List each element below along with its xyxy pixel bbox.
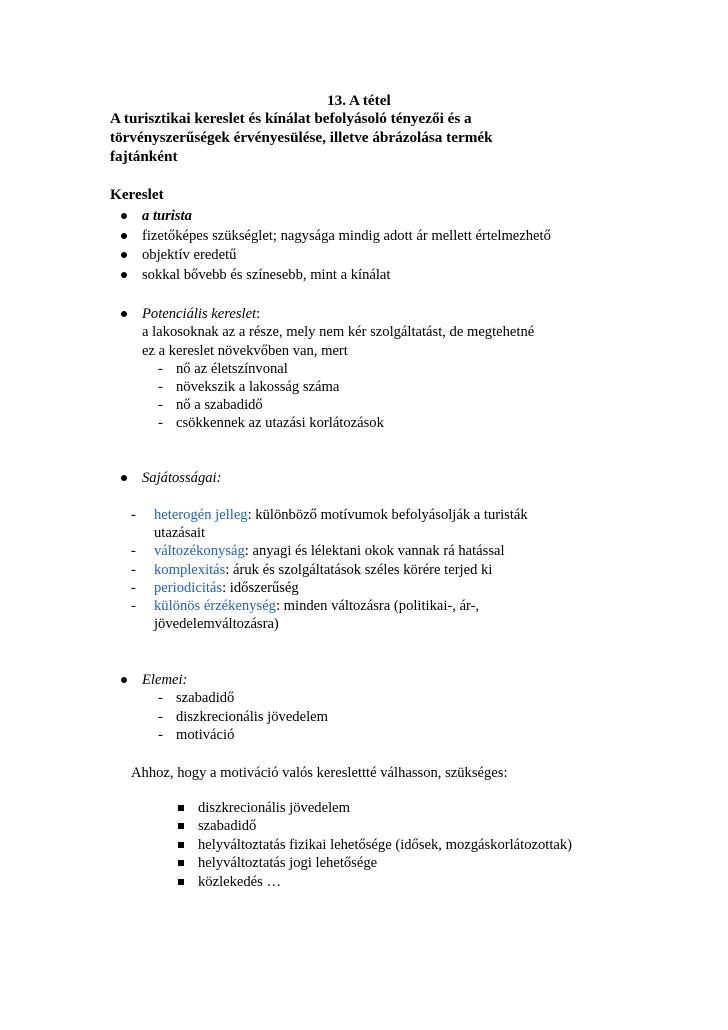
bullet-icon <box>121 272 127 278</box>
dash-icon: - <box>158 379 163 395</box>
ahhoz-paragraph: Ahhoz, hogy a motiváció valós kereslettté válhasson, szükséges: <box>131 765 508 781</box>
potencialis-line-2: ez a kereslet növekvőben van, mert <box>142 343 348 359</box>
kereslet-item-2: fizetőképes szükséglet; nagysága mindig adott ár mellett értelmezhető <box>142 228 551 244</box>
square-bullet-icon <box>178 805 184 811</box>
page-title-number: 13. A tétel <box>327 92 391 109</box>
reason-item-1: nő az életszínvonal <box>176 361 288 377</box>
sajatossag-term: változékonyság <box>154 543 245 559</box>
sajatossag-text: : különböző motívumok befolyásolják a turisták <box>247 507 528 523</box>
sajatossag-term: komplexitás <box>154 562 226 578</box>
reason-item-4: csökkennek az utazási korlátozások <box>176 415 384 431</box>
dash-icon: - <box>131 580 136 596</box>
sajatossag-item-4 <box>154 579 299 597</box>
dash-icon: - <box>158 727 163 743</box>
sajatossagai-label: Sajátosságai: <box>142 470 222 486</box>
dash-icon: - <box>158 690 163 706</box>
kereslet-item-1: a turista <box>142 208 192 224</box>
ahhoz-item-1: diszkrecionális jövedelem <box>198 800 350 816</box>
sajatossag-term: periodicitás <box>154 580 223 596</box>
potencialis-heading <box>142 305 260 323</box>
page-title-line-3: fajtánként <box>110 148 178 165</box>
elemei-label: Elemei: <box>142 672 188 688</box>
kereslet-item-3: objektív eredetű <box>142 247 237 263</box>
dash-icon: - <box>158 709 163 725</box>
sajatossag-item-1-cont: utazásait <box>154 525 206 541</box>
sajatossag-text: : anyagi és lélektani okok vannak rá hatással <box>244 543 505 559</box>
elemei-item-2: diszkrecionális jövedelem <box>176 709 328 725</box>
ahhoz-item-5: közlekedés … <box>198 874 282 890</box>
sajatossag-text: : időszerűség <box>222 580 299 596</box>
potencialis-colon: : <box>256 306 261 322</box>
dash-icon: - <box>131 562 136 578</box>
sajatossag-item-2 <box>154 542 505 560</box>
square-bullet-icon <box>178 823 184 829</box>
potencialis-line-1: a lakosoknak az a része, mely nem kér szolgáltatást, de megtehetné <box>142 324 535 340</box>
sajatossag-item-5 <box>154 597 479 615</box>
square-bullet-icon <box>178 842 184 848</box>
sajatossag-item-3 <box>154 561 492 579</box>
ahhoz-item-2: szabadidő <box>198 818 257 834</box>
sajatossag-term: különös érzékenység <box>154 598 276 614</box>
page-title: A turisztikai kereslet és kínálat befolyásoló tényezői és a <box>110 110 472 127</box>
section-heading-kereslet: Kereslet <box>110 186 164 203</box>
dash-icon: - <box>158 415 163 431</box>
sajatossag-text: : minden változásra (politikai-, ár-, <box>275 598 480 614</box>
bullet-icon <box>121 233 127 239</box>
dash-icon: - <box>158 397 163 413</box>
ahhoz-item-3: helyváltoztatás fizikai lehetősége (idősek, mozgáskorlátozottak) <box>198 837 573 853</box>
dash-icon: - <box>131 543 136 559</box>
kereslet-item-4: sokkal bővebb és színesebb, mint a kínálat <box>142 267 391 283</box>
potencialis-label: Potenciális kereslet <box>142 306 257 322</box>
dash-icon: - <box>158 361 163 377</box>
bullet-icon <box>121 252 127 258</box>
bullet-icon <box>121 475 127 481</box>
square-bullet-icon <box>178 860 184 866</box>
reason-item-3: nő a szabadidő <box>176 397 263 413</box>
ahhoz-item-4: helyváltoztatás jogi lehetősége <box>198 855 378 871</box>
sajatossag-text: : áruk és szolgáltatások széles körére terjed ki <box>225 562 493 578</box>
bullet-icon <box>121 311 127 317</box>
elemei-item-1: szabadidő <box>176 690 235 706</box>
dash-icon: - <box>131 507 136 523</box>
elemei-item-3: motiváció <box>176 727 235 743</box>
reason-item-2: növekszik a lakosság száma <box>176 379 340 395</box>
sajatossag-item-1 <box>154 506 528 524</box>
dash-icon: - <box>131 598 136 614</box>
sajatossag-item-5-cont: jövedelemváltozásra) <box>154 616 279 632</box>
square-bullet-icon <box>178 879 184 885</box>
bullet-icon <box>121 677 127 683</box>
page-title-line-2: törvényszerűségek érvényesülése, illetve ábrázolása termék <box>110 129 493 146</box>
bullet-icon <box>121 213 127 219</box>
sajatossag-term: heterogén jelleg <box>154 507 248 523</box>
